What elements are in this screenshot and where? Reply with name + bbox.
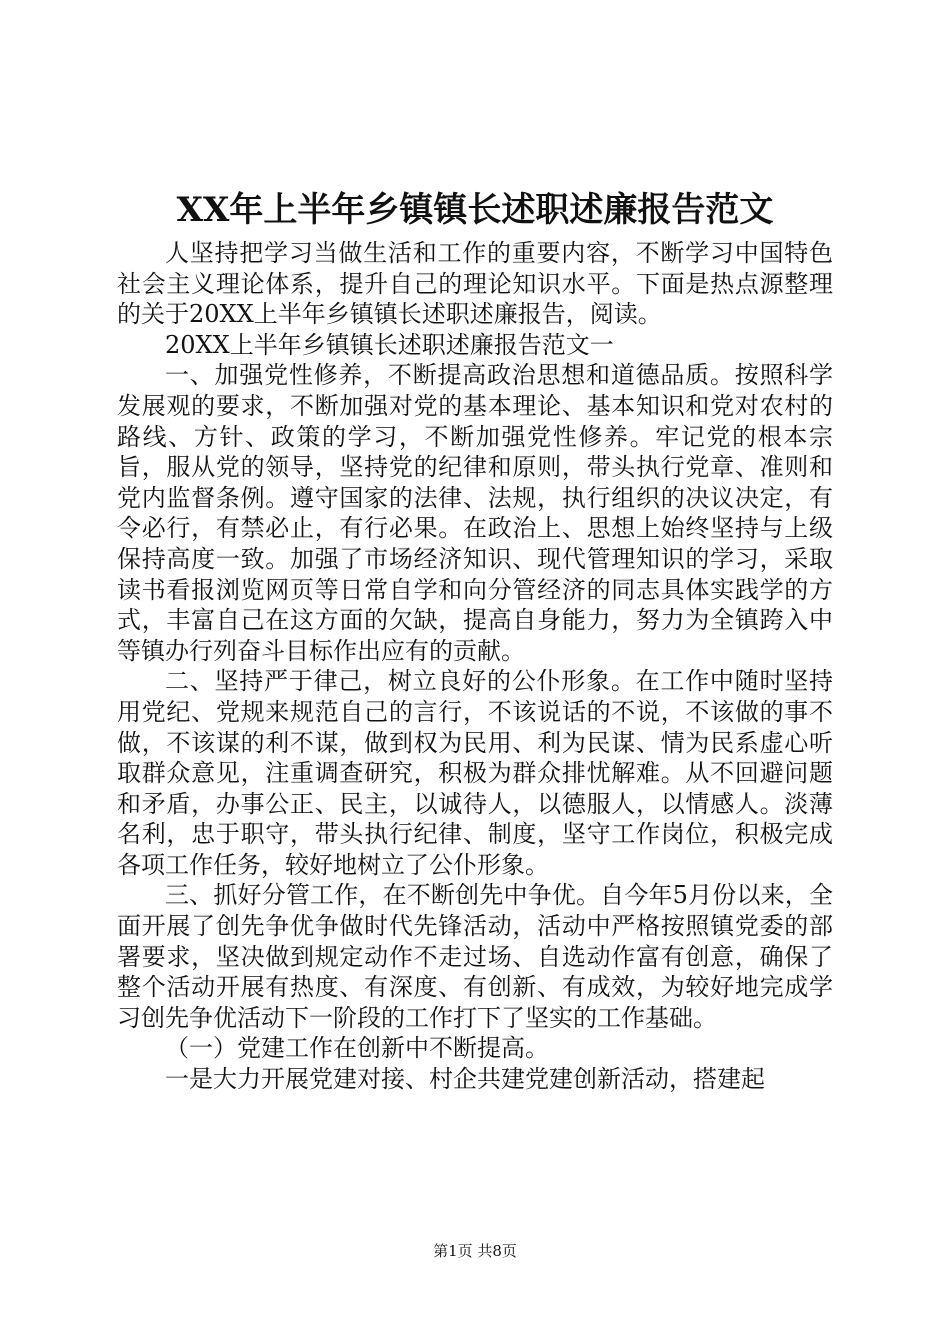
document-body: [117, 238, 833, 1095]
body-paragraph-4: 一是大力开展党建对接、村企共建党建创新活动，搭建起: [165, 1065, 765, 1094]
body-paragraph-3: 三、抓好分管工作，在不断创先中争优。自今年5月份以来，全面开展了创先争优争做时代先锋活动，活动中严格按照镇党委的部署要求，坚决做到规定动作不走过场、自选动作富有创意，确保了整个活动开展有热度、有深度、有创新、有成效，为较好地完成学习创先争优活动下一阶段的工作打下了坚实的工作基础。: [117, 881, 833, 1032]
intro-paragraph: 人坚持把学习当做生活和工作的重要内容，不断学习中国特色社会主义理论体系，提升自己的理论知识水平。下面是热点源整理的关于20XX上半年乡镇镇长述职述廉报告，阅读。: [117, 239, 833, 329]
subheading-1: （一）党建工作在创新中不断提高。: [165, 1034, 549, 1063]
body-paragraph-2: 二、坚持严于律己，树立良好的公仆形象。在工作中随时坚持用党纪、党规来规范自己的言行，不该说话的不说，不该做的事不做，不该谋的利不谋，做到权为民用、利为民谋、情为民系虚心听取群众意见，注重调查研究，积极为群众排忧解难。从不回避问题和矛盾，办事公正、民主，以诚待人，以德服人，以情感人。淡薄名利，忠于职守，带头执行纪律、制度，坚守工作岗位，积极完成各项工作任务，较好地树立了公仆形象。: [117, 667, 833, 879]
page-number-footer: 第1页 共8页: [433, 1242, 517, 1260]
body-paragraph-1: 一、加强党性修养，不断提高政治思想和道德品质。按照科学发展观的要求，不断加强对党的基本理论、基本知识和党对农村的路线、方针、政策的学习，不断加强党性修养。牢记党的根本宗旨，服从党的领导，坚持党的纪律和原则，带头执行党章、准则和党内监督条例。遵守国家的法律、法规，执行组织的决议决定，有令必行，有禁必止，有行必果。在政治上、思想上始终坚持与上级保持高度一致。加强了市场经济知识、现代管理知识的学习，采取读书看报浏览网页等日常自学和向分管经济的同志具体实践学的方式，丰富自己在这方面的欠缺，提高自身能力，努力为全镇跨入中等镇办行列奋斗目标作出应有的贡献。: [117, 361, 833, 665]
section-heading: 20XX上半年乡镇镇长述职述廉报告范文一: [165, 330, 614, 359]
document-title: XX年上半年乡镇镇长述职述廉报告范文: [176, 190, 774, 230]
